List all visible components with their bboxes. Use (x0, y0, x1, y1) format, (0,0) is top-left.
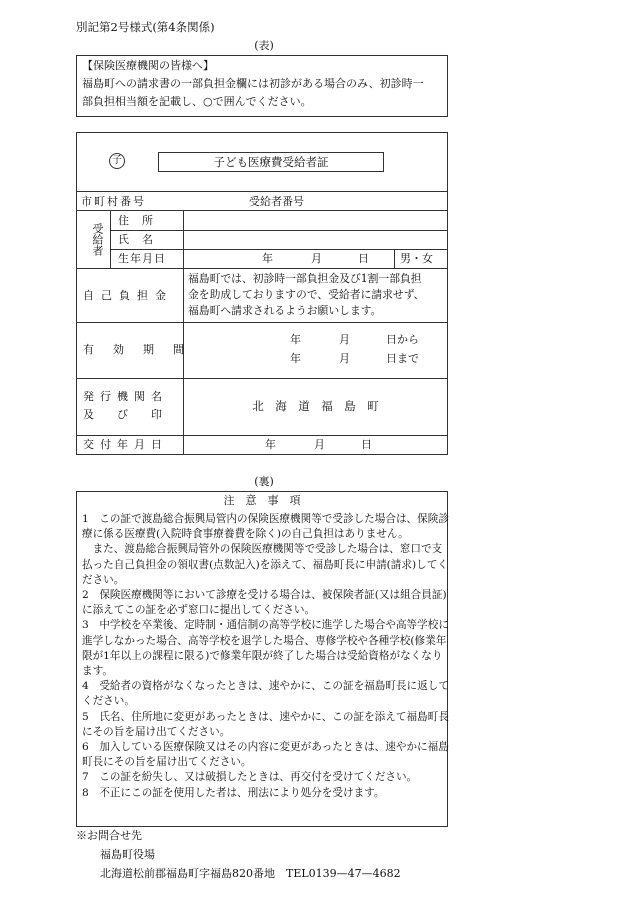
valid-to-month: 月 (339, 352, 350, 365)
birthdate-label: 生年月日 (118, 252, 166, 265)
birth-year: 年 (262, 252, 273, 265)
municipality-number-label: 市町村番号 (81, 195, 146, 208)
row-divider (76, 210, 448, 211)
recipient-label: 受給者 (91, 222, 104, 256)
note-2: 2 保険医療機関等において診療を受ける場合は、被保険者証(又は組合員証)に添えてこの証を必ず窓口に提出してください。 (82, 589, 447, 617)
recipient-number-label: 受給者番号 (249, 195, 304, 208)
issue-month: 月 (314, 438, 325, 451)
note-8: 8 不正にこの証を使用した者は、刑法により処分を受けます。 (82, 786, 385, 799)
row-divider (110, 230, 448, 231)
gender-field: 男・女 (400, 252, 433, 265)
issue-day: 日 (361, 438, 372, 451)
valid-to-year: 年 (290, 352, 301, 365)
birth-month: 月 (311, 252, 322, 265)
column-divider (110, 210, 111, 268)
issue-date-label: 交付年月日 (83, 438, 168, 451)
issuer-label-1: 発行機関名 (83, 390, 168, 403)
contact-heading: ※お問合せ先 (76, 829, 142, 842)
back-side-label: (裏) (254, 475, 274, 488)
notice-line-1: 福島町への請求書の一部負担金欄には初診がある場合のみ、初診時一 (82, 77, 424, 90)
column-divider (394, 249, 395, 268)
notes-title: 注 意 事 項 (223, 494, 301, 507)
validity-label: 有効期間 (83, 343, 203, 356)
issuer-name: 北 海 道 福 島 町 (252, 399, 379, 413)
issuer-label-2: 及 び 印 (83, 408, 168, 421)
front-side-label: (表) (254, 39, 274, 52)
note-3: 3 中学校を卒業後、定時制・通信制の高等学校に進学した場合や高等学校に進学しなかった場合、高等学校を退学した場合、専修学校や各種学校(修業年限が1年以上の課程に限る)で修業年限が終了した場合は受給資格がなくなります。 (82, 619, 449, 678)
note-1b: また、渡島総合振興局管外の保険医療機関等で受診した場合は、窓口で支払った自己負担金の領収書(点数記入)を添えて、福島町長に申請(請求)してください。 (82, 543, 448, 586)
copay-text-line-3: 福島町へ請求されるようお願いします。 (188, 304, 382, 317)
row-divider (76, 322, 448, 323)
row-divider (76, 378, 448, 379)
row-divider (110, 249, 448, 250)
note-6: 6 加入している医療保険又はその内容に変更があったときは、速やかに福島町長にその旨を届け出てください。 (82, 741, 449, 769)
notes-list (82, 512, 450, 801)
birth-day: 日 (358, 252, 369, 265)
contact-address: 北海道松前郡福島町字福島820番地 TEL0139—47—4682 (100, 867, 401, 880)
copay-text-line-2: 金を助成しておりますので、受給者に請求せず、 (188, 288, 425, 301)
row-divider (76, 191, 448, 192)
name-label: 氏 名 (118, 233, 154, 246)
issue-year: 年 (265, 438, 276, 451)
child-symbol-icon: 子 (109, 153, 125, 169)
valid-from-year: 年 (290, 333, 301, 346)
address-label: 住 所 (118, 214, 154, 227)
notice-title: 【保険医療機関の皆様へ】 (82, 59, 214, 72)
notice-line-2: 部負担相当額を記載し、○で囲んでください。 (82, 95, 312, 108)
column-divider (183, 210, 184, 455)
note-7: 7 この証を紛失し、又は破損したときは、再交付を受けてください。 (82, 771, 418, 784)
row-divider (76, 268, 448, 269)
copay-label: 自己負担金 (83, 289, 173, 302)
copay-text-line-1: 福島町では、初診時一部負担金及び1割一部負担 (188, 272, 422, 285)
valid-from-month: 月 (339, 333, 350, 346)
card-title: 子ども医療費受給者証 (213, 155, 329, 169)
form-number: 別記第2号様式(第4条関係) (76, 20, 215, 34)
row-divider (76, 435, 448, 436)
contact-office: 福島町役場 (100, 848, 155, 861)
note-4: 4 受給者の資格がなくなったときは、速やかに、この証を福島町長に返してください。 (82, 680, 449, 708)
note-5: 5 氏名、住所地に変更があったときは、速やかに、この証を添えて福島町長にその旨を届け出てください。 (82, 710, 449, 738)
note-1a: 1 この証で渡島総合振興局管内の保険医療機関等で受診した場合は、保険診療に係る医療費(入院時食事療養費を除く)の自己負担はありません。 (82, 513, 449, 541)
valid-from-day: 日から (386, 333, 419, 346)
valid-to-day: 日まで (386, 352, 419, 365)
